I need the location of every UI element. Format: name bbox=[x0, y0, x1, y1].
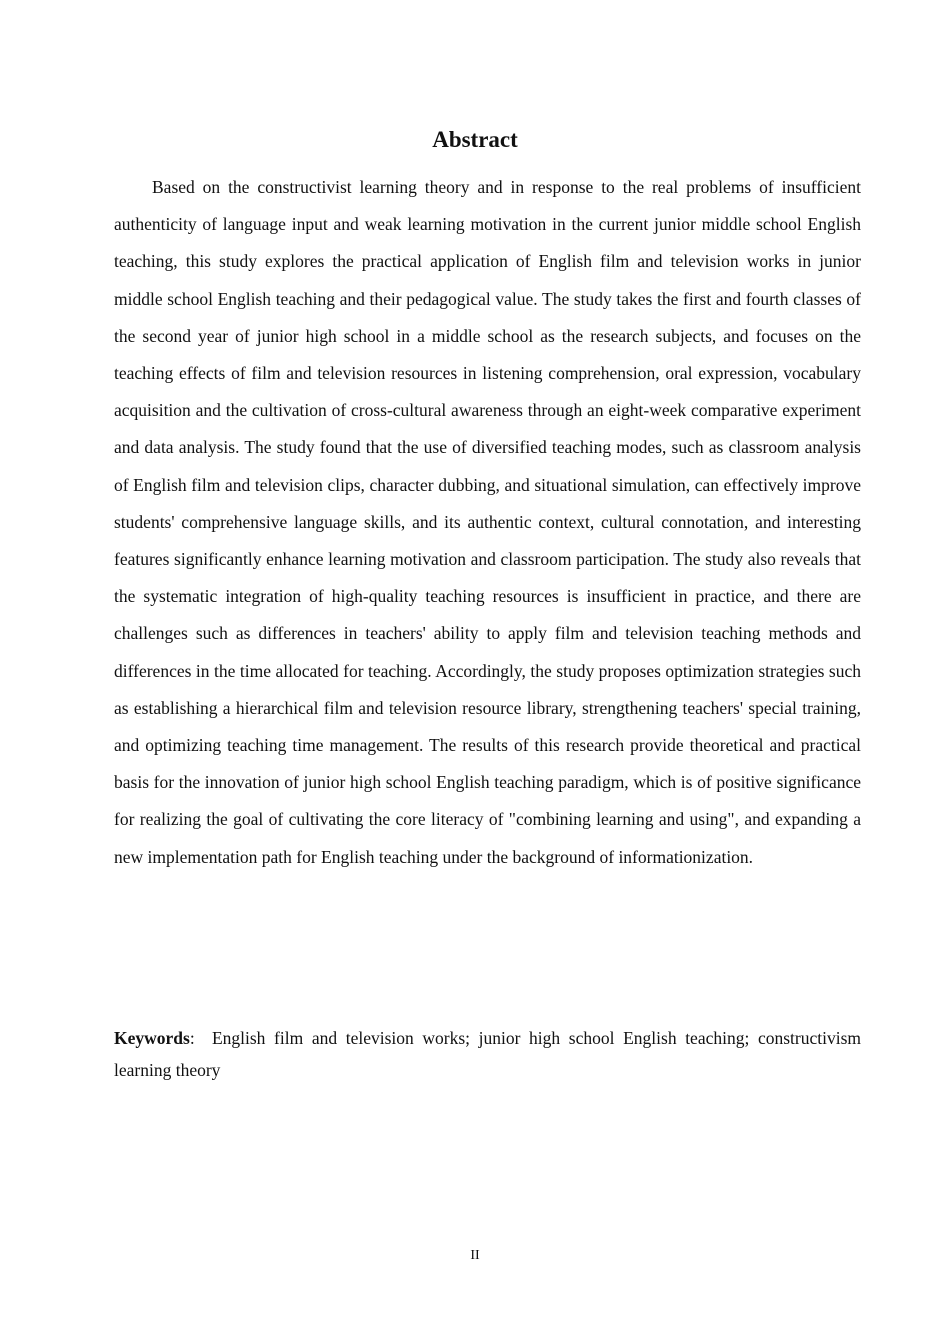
keywords-section bbox=[114, 1022, 861, 1086]
keywords-text: English film and television works; junior high school English teaching; constructivism learning theory bbox=[114, 1028, 861, 1080]
page-number: II bbox=[470, 1248, 480, 1263]
abstract-body: Based on the constructivist learning theory and in response to the real problems of insufficient authenticity of language input and weak learning motivation in the current junior middle school English teaching, this study explores the practical application of English film and television works in junior middle school English teaching and their pedagogical value. The study takes the first and fourth classes of the second year of junior high school in a middle school as the research subjects, and focuses on the teaching effects of film and television resources in listening comprehension, oral expression, vocabulary acquisition and the cultivation of cross-cultural awareness through an eight-week comparative experiment and data analysis. The study found that the use of diversified teaching modes, such as classroom analysis of English film and television clips, character dubbing, and situational simulation, can effectively improve students' comprehensive language skills, and its authentic context, cultural connotation, and interesting features significantly enhance learning motivation and classroom participation. The study also reveals that the systematic integration of high-quality teaching resources is insufficient in practice, and there are challenges such as differences in teachers' ability to apply film and television teaching methods and differences in the time allocated for teaching. Accordingly, the study proposes optimization strategies such as establishing a hierarchical film and television resource library, strengthening teachers' special training, and optimizing teaching time management. The results of this research provide theoretical and practical basis for the innovation of junior high school English teaching paradigm, which is of positive significance for realizing the goal of cultivating the core literacy of "combining learning and using", and expanding a new implementation path for English teaching under the background of informationization. bbox=[114, 177, 861, 867]
abstract-title: Abstract bbox=[432, 127, 518, 152]
keywords-separator: : bbox=[189, 1028, 195, 1048]
keywords-label: Keywords bbox=[114, 1028, 190, 1048]
